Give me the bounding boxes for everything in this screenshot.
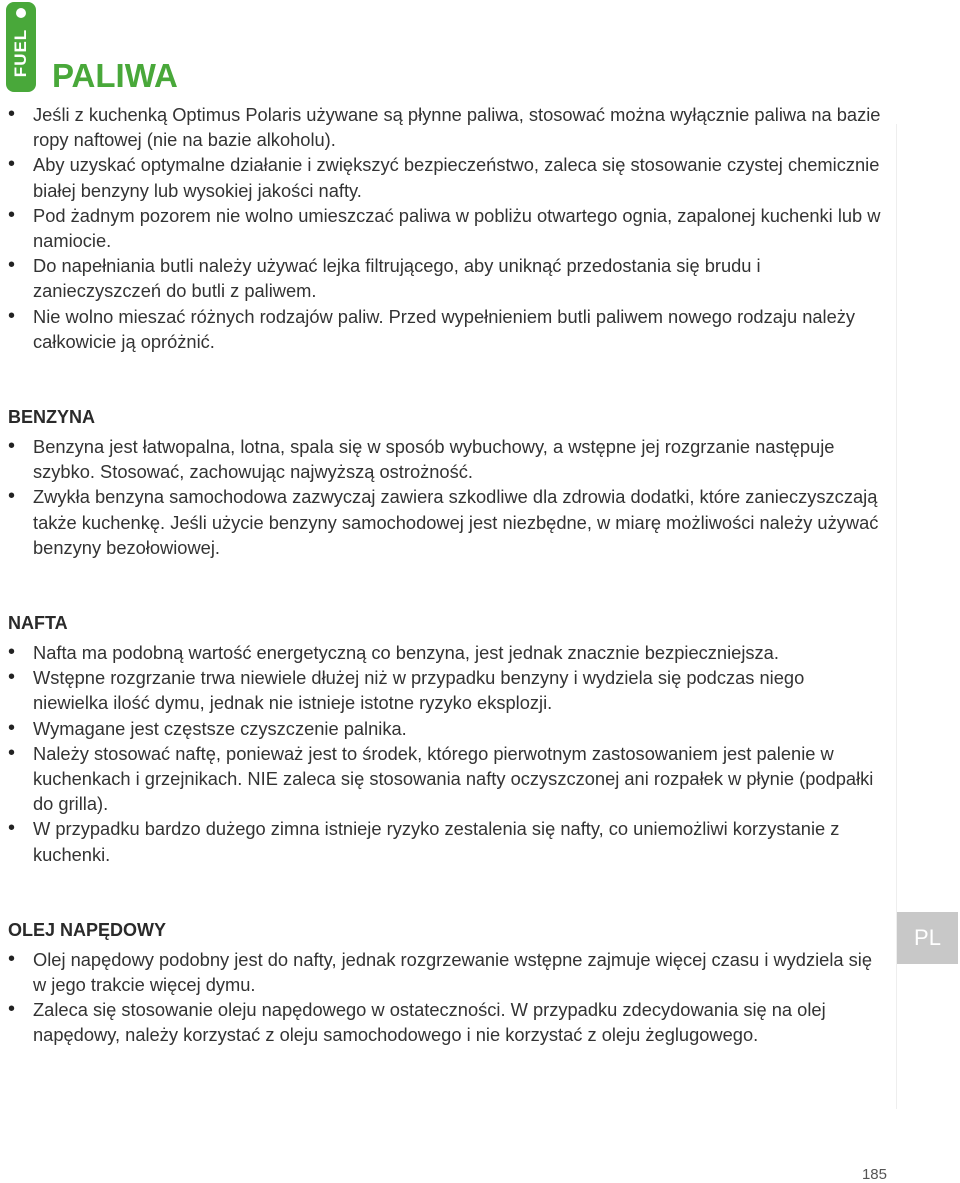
- section-heading: NAFTA: [8, 613, 68, 634]
- list-item: • Nafta ma podobną wartość energetyczną co benzyna, jest jednak znacznie bezpieczniejsza.: [8, 640, 883, 665]
- language-tab: [897, 912, 958, 964]
- list-item: • Pod żadnym pozorem nie wolno umieszczać paliwa w pobliżu otwartego ognia, zapalonej kuchenki lub w namiocie.: [8, 203, 883, 253]
- list-item: • Do napełniania butli należy używać lejka filtrującego, aby uniknąć przedostania się brudu i zanieczyszczeń do butli z paliwem.: [8, 253, 883, 303]
- page-title: PALIWA: [52, 57, 178, 94]
- list-item: • Zaleca się stosowanie oleju napędowego w ostateczności. W przypadku zdecydowania się na olej napędowy, należy korzystać z oleju samochodowego i nie korzystać z oleju żeglugowego.: [8, 997, 883, 1047]
- section-benzyna: [8, 404, 883, 560]
- fuel-tag-label: FUEL: [11, 28, 31, 78]
- list-item: • Wstępne rozgrzanie trwa niewiele dłużej niż w przypadku benzyny i wydziela się podczas niego niewielka ilość dymu, jednak nie istnieje istotne ryzyko eksplozji.: [8, 665, 883, 715]
- section-heading: OLEJ NAPĘDOWY: [8, 919, 167, 940]
- list-item: • Zwykła benzyna samochodowa zazwyczaj zawiera szkodliwe dla zdrowia dodatki, które zanieczyszczają także kuchenkę. Jeśli użycie benzyny samochodowej jest niezbędne, w miarę możliwości należy używać benzyny bezołowiowej.: [8, 484, 883, 560]
- fuel-tag: [6, 2, 36, 92]
- list-item: • W przypadku bardzo dużego zimna istnieje ryzyko zestalenia się nafty, co uniemożliwi korzystanie z kuchenki.: [8, 816, 883, 866]
- language-tab-label: PL: [914, 925, 941, 950]
- section-olej-napedowy: [8, 917, 883, 1048]
- section-heading: BENZYNA: [8, 407, 96, 428]
- list-item: • Olej napędowy podobny jest do nafty, jednak rozgrzewanie wstępne zajmuje więcej czasu i wydziela się w jego trakcie więcej dymu.: [8, 947, 883, 997]
- section-nafta: [8, 610, 883, 867]
- list-item: • Aby uzyskać optymalne działanie i zwiększyć bezpieczeństwo, zaleca się stosowanie czystej chemicznie białej benzyny lub wysokiej jakości nafty.: [8, 152, 883, 202]
- list-item: • Nie wolno mieszać różnych rodzajów paliw. Przed wypełnieniem butli paliwem nowego rodzaju należy całkowicie ją opróżnić.: [8, 304, 883, 354]
- list-item: • Wymagane jest częstsze czyszczenie palnika.: [8, 716, 883, 741]
- list-item: • Benzyna jest łatwopalna, lotna, spala się w sposób wybuchowy, a wstępne jej rozgrzanie następuje szybko. Stosować, zachowując najwyższą ostrożność.: [8, 434, 883, 484]
- list-item: • Należy stosować naftę, ponieważ jest to środek, którego pierwotnym zastosowaniem jest palenie w kuchenkach i grzejnikach. NIE zaleca się stosowania nafty oczyszczonej ani rozpałek w płynie (podpałki do grilla).: [8, 741, 883, 817]
- page-number: 185: [861, 1166, 887, 1183]
- document-body: [8, 102, 883, 1048]
- section-intro: [8, 102, 883, 354]
- list-item: • Jeśli z kuchenką Optimus Polaris używane są płynne paliwa, stosować można wyłącznie paliwa na bazie ropy naftowej (nie na bazie alkoholu).: [8, 102, 883, 152]
- tag-hole-icon: [16, 8, 26, 18]
